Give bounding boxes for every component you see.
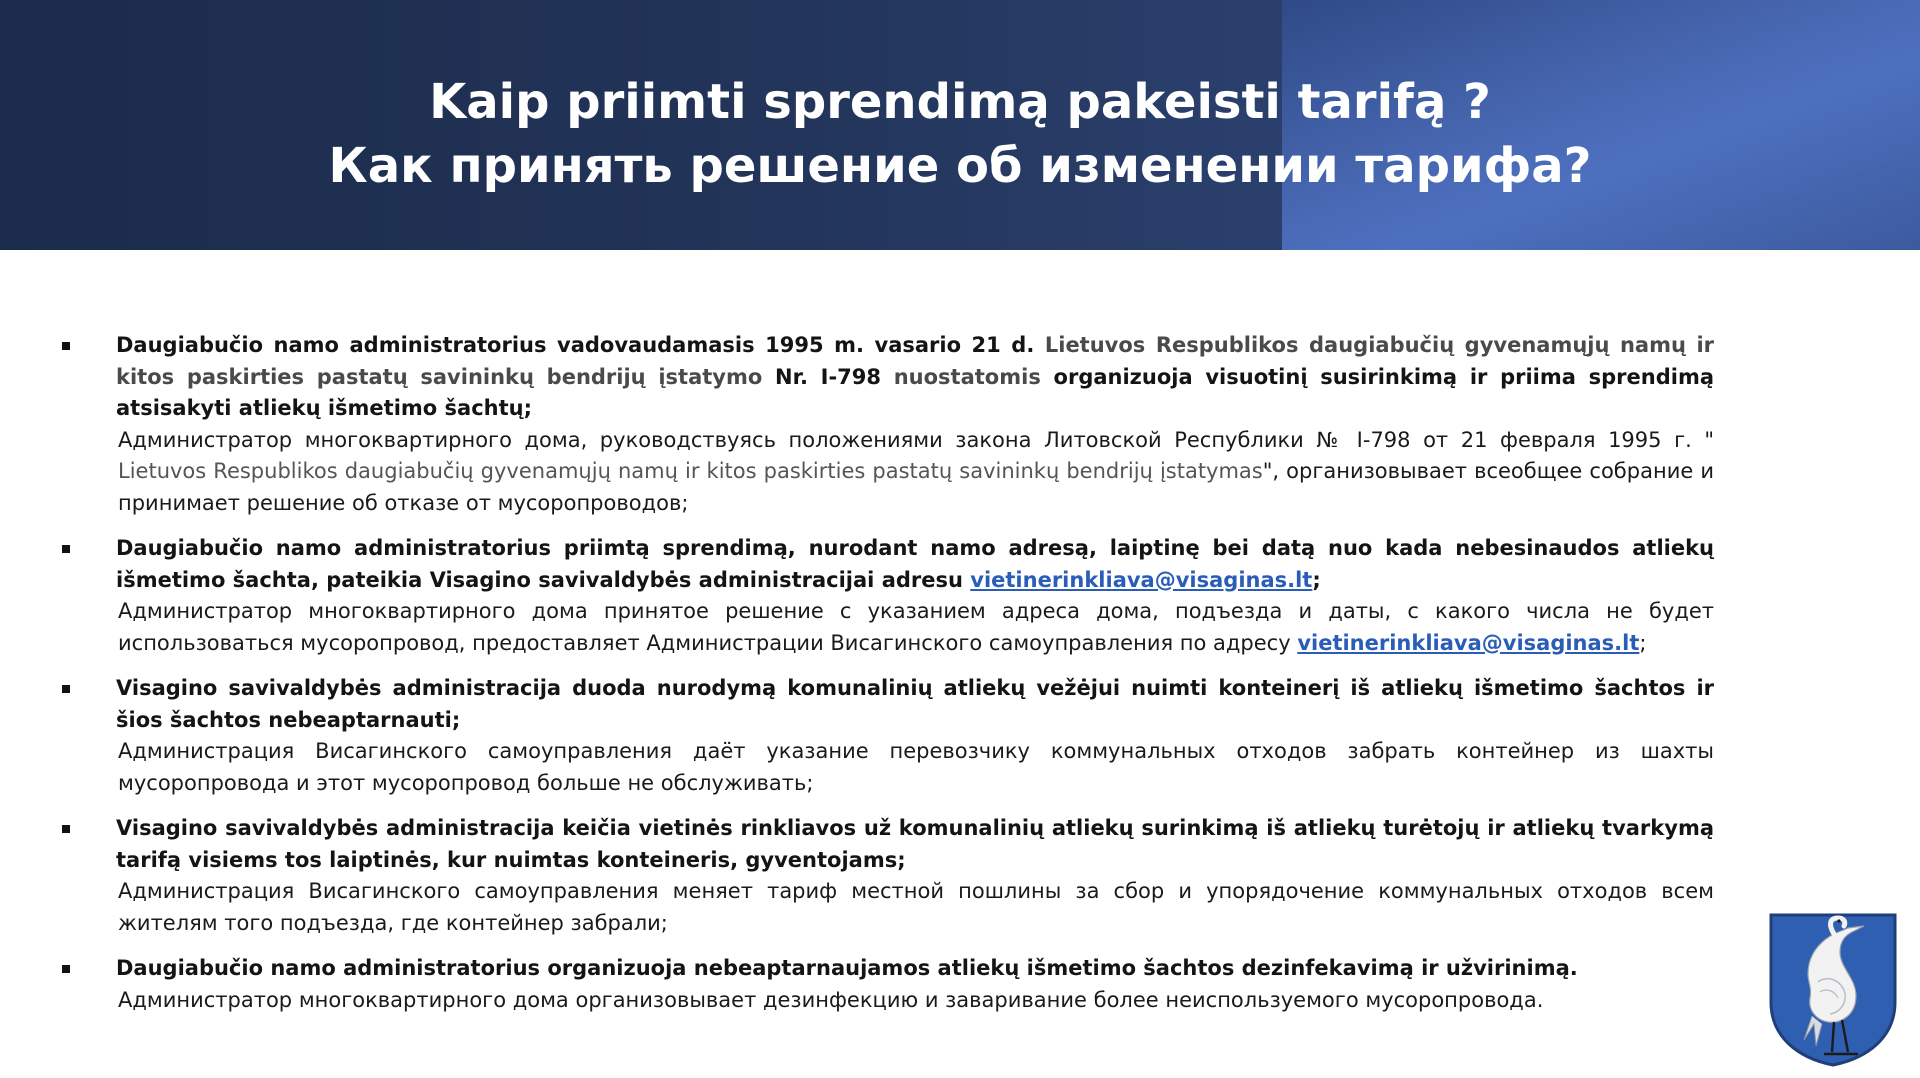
square-bullet-icon [62,342,70,350]
item-text-lithuanian: Visagino savivaldybės administracija duoda nurodymą komunalinių atliekų vežėjui nuimti konteinerį iš atliekų išmetimo šachtos ir šios šachtos nebeaptarnauti; [116,676,1714,732]
law-number-segment: Nr. I-798 [762,364,882,389]
text-segment: ; [1312,567,1321,592]
item-text-lithuanian [116,533,1714,596]
email-link[interactable]: vietinerinkliava@visaginas.lt [1297,630,1640,655]
item-text-lithuanian: Visagino savivaldybės administracija keičia vietinės rinkliavos už komunalinių atliekų surinkimą iš atliekų turėtojų ir atliekų tvarkymą tarifą visiems tos laiptinės, kur nuimtas konteineris, gyventojams; [116,816,1714,872]
text-segment: Daugiabučio namo administratorius priimtą sprendimą, nurodant namo adresą, laiptinę bei datą nuo kada nebesinaudos atliekų išmetimo šachta, pateikia Visagino savivaldybės administracijai adresu [116,536,1714,592]
list-item [62,533,1714,659]
list-item [62,673,1714,799]
title-russian: Как принять решение об изменении тарифа? [328,138,1592,194]
bullet-list [62,330,1714,1030]
item-text-russian: Администрация Висагинского самоуправления даёт указание перевозчику коммунальных отходов забрать контейнер из шахты мусоропровода и этот мусоропровод больше не обслуживать; [118,739,1714,795]
item-text-russian [118,425,1714,520]
law-title-segment: Lietuvos Respublikos daugiabučių gyvenamųjų namų ir kitos paskirties pastatų savininkų bendrijų įstatymas [118,459,1263,483]
title-lithuanian: Kaip priimti sprendimą pakeisti tarifą ? [429,74,1491,130]
text-segment: ; [1639,630,1647,655]
text-segment: ", организовывает всеобщее собрание и принимает решение об отказе от мусоропроводов; [118,459,1714,515]
slide-title [0,70,1920,198]
email-link[interactable]: vietinerinkliava@visaginas.lt [970,567,1313,592]
item-text-lithuanian: Daugiabučio namo administratorius organizuoja nebeaptarnaujamos atliekų išmetimo šachtos dezinfekavimą ir užvirinimą. [116,956,1578,980]
square-bullet-icon [62,545,70,553]
text-segment: organizuoja visuotinį susirinkimą ir priima sprendimą atsisakyti atliekų išmetimo šachtų; [116,364,1715,420]
list-item [62,813,1714,939]
square-bullet-icon [62,685,70,693]
square-bullet-icon [62,965,70,973]
list-item [62,953,1714,1016]
item-text-lithuanian [116,330,1714,425]
text-segment: Администратор многоквартирного дома принятое решение с указанием адреса дома, подъезда и даты, с какого числа не будет использоваться мусоропровод, предоставляет Администрации Висагинского самоуправления по адресу [118,599,1714,655]
list-item [62,330,1714,519]
text-segment: Администратор многоквартирного дома, руководствуясь положениями закона Литовской Республики № I-798 от 21 февраля 1995 г. " [118,427,1714,452]
item-text-russian [118,596,1714,659]
text-segment: Daugiabučio namo administratorius vadovaudamasis 1995 m. vasario 21 d. [116,333,1035,357]
text-segment: nuostatomis [881,364,1041,389]
item-text-russian: Администрация Висагинского самоуправления меняет тариф местной пошлины за сбор и упорядочение коммунальных отходов всем жителям того подъезда, где контейнер забрали; [118,879,1714,935]
visaginas-coat-of-arms-crane-icon [1768,912,1898,1068]
slide-header [0,0,1920,250]
item-text-russian: Администратор многоквартирного дома организовывает дезинфекцию и заваривание более неиспользуемого мусоропровода. [118,987,1544,1012]
square-bullet-icon [62,825,70,833]
law-title-segment: Lietuvos Respublikos daugiabučių gyvenamųjų namų ir kitos paskirties pastatų savininkų bendrijų įstatymo [116,333,1715,389]
